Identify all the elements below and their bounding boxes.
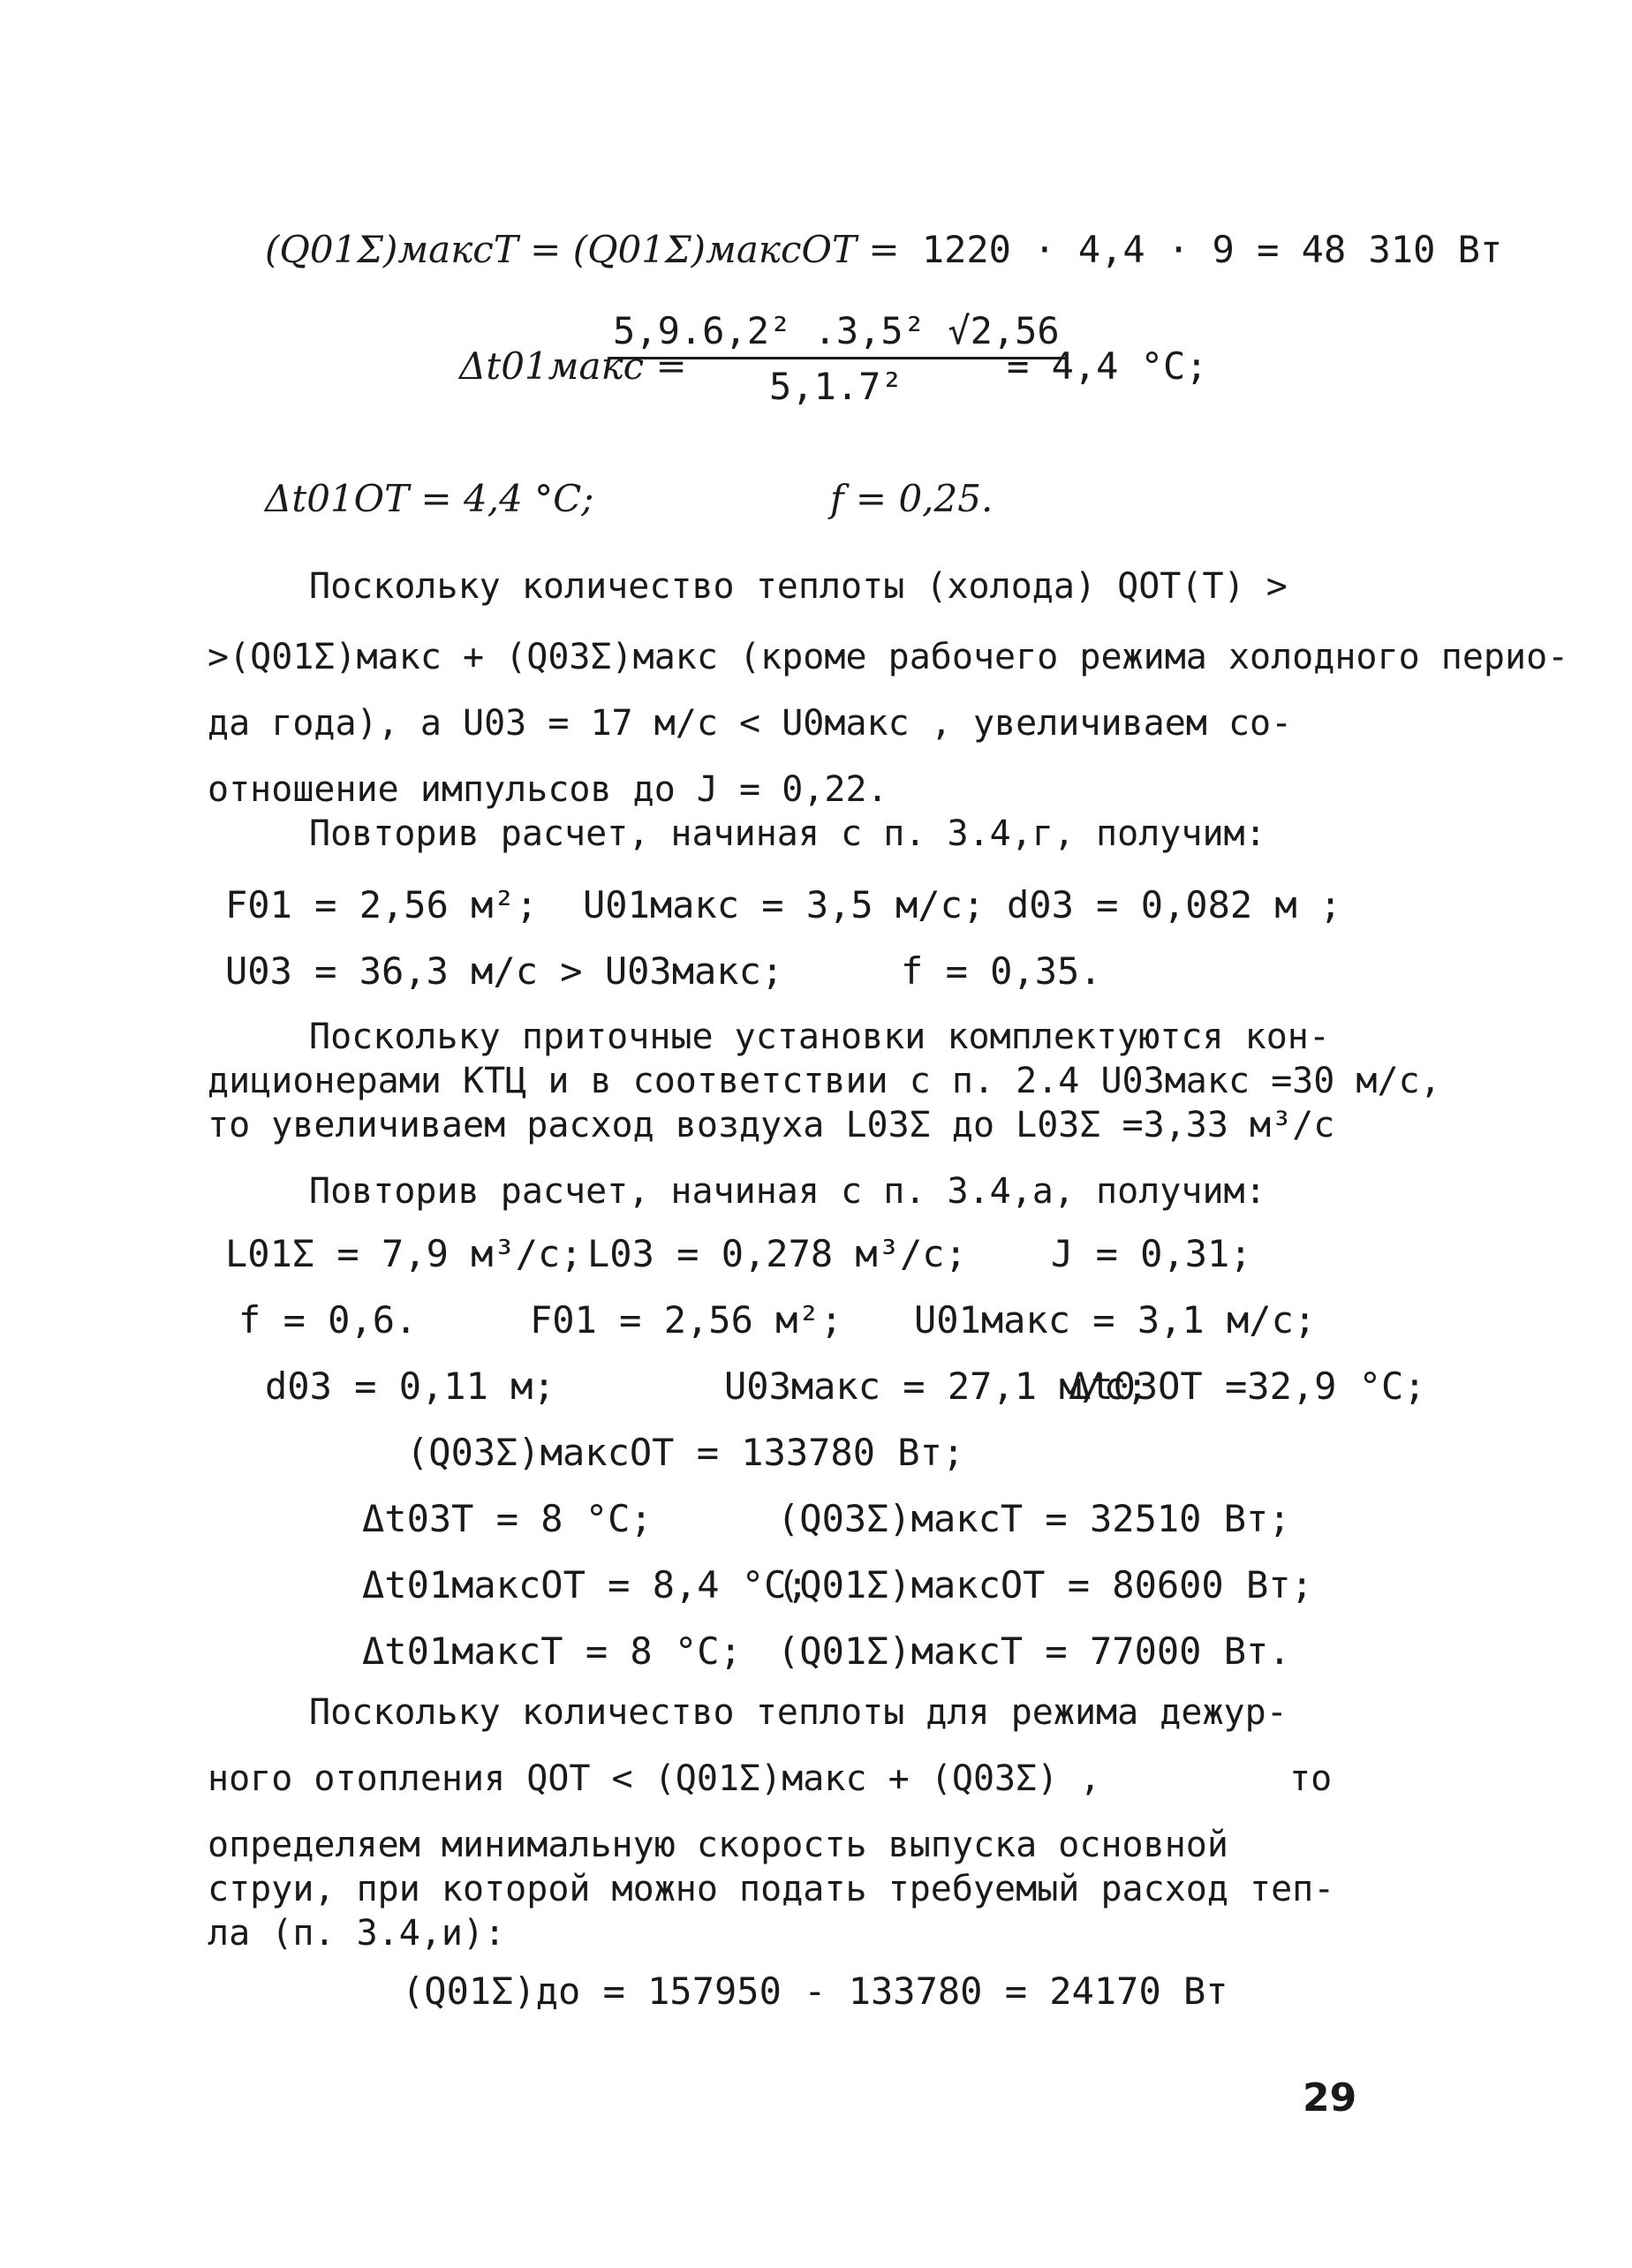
fraction-denominator: 5,1.7² — [769, 365, 903, 409]
results-2-item: (Q03Σ)максТ = 32510 Вт; — [777, 1497, 1291, 1540]
repeat-calc-2: Повторив расчет, начиная с п. 3.4,а, получим: — [309, 1171, 1266, 1212]
paragraph-3-line-5: струи, при которой можно подать требуемый расход теп- — [208, 1869, 1335, 1909]
paragraph-2-line-1: Поскольку приточные установки комплектуются кон- — [309, 1017, 1330, 1057]
paragraph-2-line-3: то увеличиваем расход воздуха L03Σ до L03Σ =3,33 м³/с — [208, 1105, 1335, 1145]
formula-dt-max-result: = 4,4 °С; — [1007, 344, 1208, 388]
results-2-item: f = 0,6. — [238, 1298, 418, 1342]
results-2-item: (Q01Σ)максОТ = 80600 Вт; — [777, 1563, 1313, 1606]
results-2-item: J = 0,31; — [1051, 1232, 1252, 1275]
formula-q-sum-max — [265, 228, 1502, 272]
formula-lhs: (Q01Σ)максT = (Q01Σ)максОТ = — [265, 228, 900, 271]
paragraph-3-line-1: Поскольку количество теплоты для режима дежур- — [309, 1692, 1288, 1733]
results-2-item: U01макс = 3,1 м/с; — [914, 1298, 1317, 1342]
paragraph-3-line-4: определяем минимальную скорость выпуска основной — [208, 1825, 1228, 1865]
results-2-item: U03макс = 27,1 м/с; — [724, 1365, 1149, 1408]
results-1-item: d03 = 0,082 м ; — [1007, 883, 1342, 926]
results-2-item: L01Σ = 7,9 м³/с; — [225, 1232, 583, 1275]
final-formula: (Q01Σ)до = 157950 - 133780 = 24170 Вт — [402, 1969, 1228, 2013]
formula-dt-max-lhs: Δt01макс = — [459, 344, 687, 388]
results-2-item: Δt01максОТ = 8,4 °С; — [362, 1563, 809, 1606]
repeat-calc-1: Повторив расчет, начиная с п. 3.4,г, получим: — [309, 813, 1266, 854]
formula-f1: f = 0,25. — [830, 477, 994, 520]
results-2-item: (Q03Σ)максОТ = 133780 Вт; — [406, 1431, 965, 1474]
results-2-item: F01 = 2,56 м²; — [530, 1298, 843, 1342]
results-1-item: U01макс = 3,5 м/с; — [583, 883, 986, 926]
paragraph-3-line-2: ного отопления QОТ < (Q01Σ)макс + (Q03Σ) , — [208, 1758, 1101, 1799]
paragraph-1-line-1: Поскольку количество теплоты (холода) QОТ(Т) > — [309, 566, 1288, 607]
results-2-item: d03 = 0,11 м; — [265, 1365, 555, 1408]
formula-rhs: 1220 · 4,4 · 9 = 48 310 Вт — [921, 228, 1503, 271]
paragraph-1-line-2: >(Q01Σ)макс + (Q03Σ)макс (кроме рабочего режима холодного перио- — [208, 637, 1569, 677]
results-2-item: Δt01максТ = 8 °С; — [362, 1629, 742, 1673]
results-2-item: Δt03Т = 8 °С; — [362, 1497, 653, 1540]
results-1-item: f = 0,35. — [901, 949, 1102, 993]
paragraph-3-line-6: ла (п. 3.4,и): — [208, 1913, 506, 1954]
paragraph-1-line-3: да года), а U03 = 17 м/с < U0макс , увеличиваем со- — [208, 703, 1293, 744]
results-1-item: F01 = 2,56 м²; — [225, 883, 539, 926]
paragraph-1-line-4: отношение импульсов до J = 0,22. — [208, 769, 888, 810]
results-2-item: L03 = 0,278 м³/с; — [587, 1232, 967, 1275]
results-2-item: (Q01Σ)максТ = 77000 Вт. — [777, 1629, 1291, 1673]
formula-dt-max-fraction — [608, 309, 1065, 410]
page-number: 29 — [1303, 2075, 1357, 2121]
formula-dt-ot: Δt01ОТ = 4,4 °С; — [265, 477, 594, 520]
results-2-item: Δt03ОТ =32,9 °С; — [1069, 1365, 1426, 1408]
paragraph-3-line-3: то — [1289, 1758, 1333, 1799]
results-1-item: U03 = 36,3 м/с > U03макс; — [225, 949, 784, 993]
paragraph-2-line-2: диционерами КТЦ и в соответствии с п. 2.4 U03макс =30 м/с, — [208, 1061, 1441, 1101]
fraction-numerator: 5,9.6,2² .3,5² √2,56 — [608, 309, 1065, 359]
